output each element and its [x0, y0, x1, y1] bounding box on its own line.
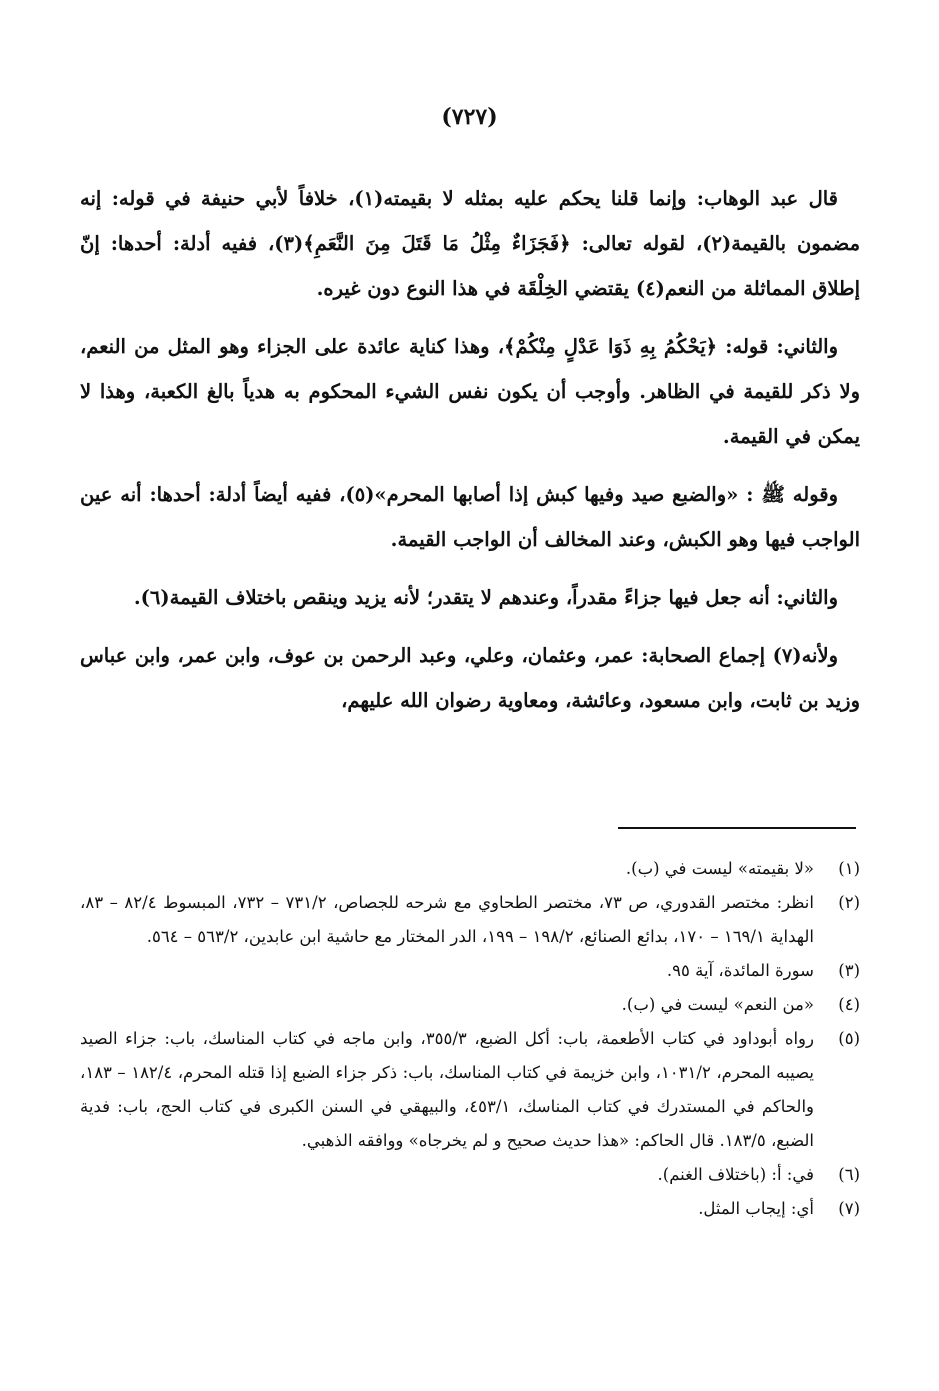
footnote-number: (٦): [838, 1165, 860, 1184]
footnote-text: «من النعم» ليست في (ب).: [621, 995, 814, 1014]
footnote-divider: [618, 827, 856, 829]
footnote-text: أي: إيجاب المثل.: [698, 1199, 814, 1218]
footnote-text: انظر: مختصر القدوري، ص ٧٣، مختصر الطحاوي مع شرحه للجصاص، ٧٣١/٢ – ٧٣٢، المبسوط ٨٢/٤ – ٨٣، الهداية ١٦٩/١ – ١٧٠، بدائع الصنائع، ١٩٨/٢ – ١٩٩، الدر المختار مع حاشية ابن عابدين، ٥٦٣/٢ – ٥٦٤.: [80, 893, 814, 946]
footnotes: [80, 852, 860, 1226]
footnote-5: [80, 1022, 860, 1158]
paragraph: والثاني: قوله: ﴿يَحْكُمُ بِهِ ذَوَا عَدْلٍ مِنْكُمْ﴾، وهذا كناية عائدة على الجزاء وهو المثل من النعم، ولا ذكر للقيمة في الظاهر. وأوجب أن يكون نفس الشيء المحكوم به هدياً بالغ الكعبة، وهذا لا يمكن في القيمة.: [80, 335, 860, 448]
footnote-number: (١): [838, 859, 860, 878]
footnote-3: [80, 954, 860, 988]
footnote-number: (٣): [838, 961, 860, 980]
paragraph: والثاني: أنه جعل فيها جزاءً مقدراً، وعندهم لا يتقدر؛ لأنه يزيد وينقص باختلاف القيمة(٦).: [133, 586, 838, 609]
footnote-2: [80, 886, 860, 954]
footnote-text: «لا بقيمته» ليست في (ب).: [625, 859, 814, 878]
footnote-text: سورة المائدة، آية ٩٥.: [666, 961, 814, 980]
page-number: (٧٢٧): [441, 104, 498, 130]
main-text: [80, 176, 860, 736]
footnote-7: [80, 1192, 860, 1226]
footnote-number: (٤): [838, 995, 860, 1014]
footnote-text: رواه أبوداود في كتاب الأطعمة، باب: أكل الضبع، ٣٥٥/٣، وابن ماجه في كتاب المناسك، باب: جزاء الصيد يصيبه المحرم، ١٠٣١/٢، وابن خزيمة في كتاب المناسك، باب: ذكر جزاء الضبع إذا قتله المحرم، ١٨٢/٤ – ١٨٣، والحاكم في المستدرك في كتاب المناسك، ٤٥٣/١، والبيهقي في السنن الكبرى في كتاب الحج، باب: فدية الضبع، ١٨٣/٥. قال الحاكم: «هذا حديث صحيح و لم يخرجاه» ووافقه الذهبي.: [80, 1029, 814, 1150]
paragraph: قال عبد الوهاب: وإنما قلنا يحكم عليه بمثله لا بقيمته(١)، خلافاً لأبي حنيفة في قوله: إنه مضمون بالقيمة(٢)، لقوله تعالى: ﴿فَجَزَاءٌ مِثْلُ مَا قَتَلَ مِنَ النَّعَمِ﴾(٣)، ففيه أدلة: أحدها: إنّ إطلاق المماثلة من النعم(٤) يقتضي الخِلْقَة في هذا النوع دون غيره.: [80, 187, 861, 300]
footnote-1: [80, 852, 860, 886]
footnote-4: [80, 988, 860, 1022]
footnote-number: (٢): [838, 893, 860, 912]
footnote-number: (٧): [838, 1199, 860, 1218]
footnote-text: في: أ: (باختلاف الغنم).: [657, 1165, 814, 1184]
footnote-number: (٥): [838, 1029, 860, 1048]
paragraph: ولأنه(٧) إجماع الصحابة: عمر، وعثمان، وعلي، وعبد الرحمن بن عوف، وابن عمر، وابن عباس وزيد بن ثابت، وابن مسعود، وعائشة، ومعاوية رضوان الله عليهم،: [80, 644, 860, 712]
paragraph: وقوله ﷺ : «والضبع صيد وفيها كبش إذا أصابها المحرم»(٥)، ففيه أيضاً أدلة: أحدها: أنه عين الواجب فيها وهو الكبش، وعند المخالف أن الواجب القيمة.: [80, 483, 860, 551]
footnote-6: [80, 1158, 860, 1192]
